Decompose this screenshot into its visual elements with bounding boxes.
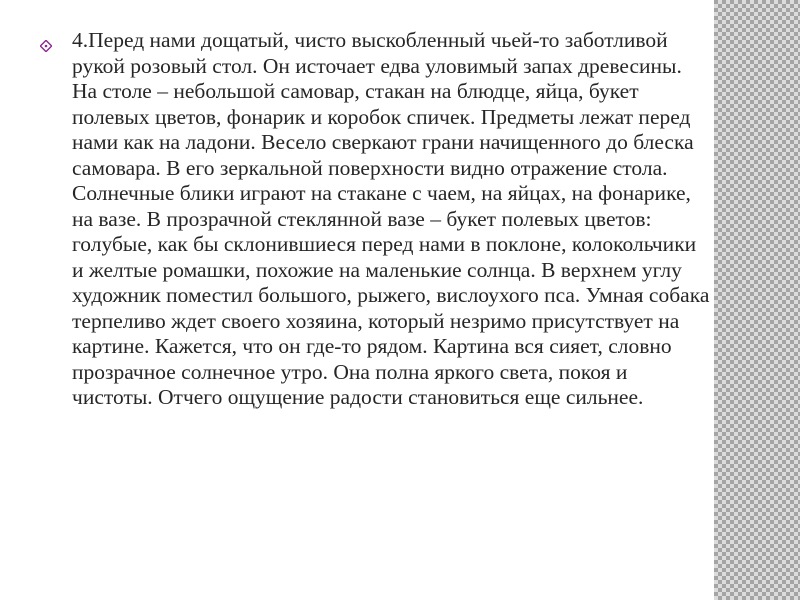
paragraph-text: 4.Перед нами дощатый, чисто выскобленный чьей-то заботливой рукой розовый стол. Он источает едва уловимый запах древесины. На столе – небольшой самовар, стакан на блюдце, яйца, букет полевых цветов, фонарик и коробок спичек. Предметы лежат перед нами как на ладони. Весело сверкают грани начищенного до блеска самовара. В его зеркальной поверхности видно отражение стола. Солнечные блики играют на стакане с чаем, на яйцах, на фонарике, на вазе. В прозрачной стеклянной вазе – букет полевых цветов: голубые, как бы склонившиеся перед нами в поклоне, колокольчики и желтые ромашки, похожие на маленькие солнца. В верхнем углу художник поместил большого, рыжего, вислоухого пса. Умная собака терпеливо ждет своего хозяина, который незримо присутствует на картине. Кажется, что он где-то рядом. Картина вся сияет, словно прозрачное солнечное утро. Она полна яркого света, покоя и чистоты. Отчего ощущение радости становиться еще сильнее. [72,28,710,409]
bullet-paragraph [40,28,710,411]
slide-content [40,28,710,411]
decorative-checker-strip [714,0,800,600]
diamond-ring-bullet-icon [40,39,60,57]
